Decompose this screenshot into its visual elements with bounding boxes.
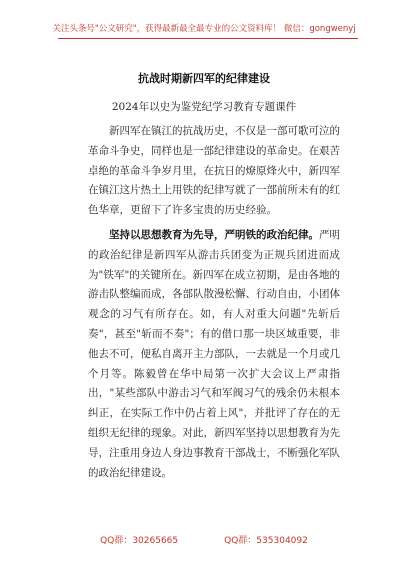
document-subtitle: 2024年以史为鉴党纪学习教育专题课件 bbox=[111, 101, 297, 113]
footer bbox=[0, 533, 408, 546]
header-divider bbox=[58, 38, 358, 39]
document-body bbox=[88, 122, 340, 488]
paragraph-2 bbox=[88, 226, 340, 483]
footer-qq-group-1: QQ群：30265665 bbox=[100, 536, 179, 546]
footer-qq-group-2: QQ群：535304092 bbox=[224, 536, 308, 546]
paragraph-2-lead: 坚持以思想教育为先导，严明铁的政治纪律。 bbox=[109, 228, 319, 241]
paragraph-1: 新四军在镇江的抗战历史，不仅是一部可歌可泣的革命斗争史，同样也是一部纪律建设的革命史。在艰苦卓绝的革命斗争岁月里，在抗日的燎原烽火中，新四军在镇江这片热土上用铁的纪律写就了一部前所未有的红色华章，更留下了许多宝贵的历史经验。 bbox=[88, 125, 340, 217]
header-banner: 关注头条号"公文研究"，获得最新最全最专业的公文资料库！ 微信：gongwenyj bbox=[52, 24, 356, 34]
paragraph-2-body: 严明的政治纪律是新四军从游击兵团变为正规兵团进而成为"铁军"的关键所在。新四军在成立初期，是由各地的游击队整编而成，各部队散漫松懈、行动自由，小团体观念的习气有所存在。如，有人对重大问题"先斩后奏"，甚至"斩而不奏"；有的借口那一块区域重要，非他去不可，便私自离开主力部队，一去就是一个月或几个月等。陈毅曾在华中局第一次扩大会议上严肃指出，"某些部队中游击习气和军阀习气的残余仍未根本纠正，在实际工作中仍占着上风"，并批评了存在的无组织无纪律的现象。对此，新四军坚持以思想教育为先导，注重用身边人身边事教育干部战士，不断强化军队的政治纪律建设。 bbox=[88, 228, 340, 479]
document-title: 抗战时期新四军的纪律建设 bbox=[138, 72, 270, 85]
